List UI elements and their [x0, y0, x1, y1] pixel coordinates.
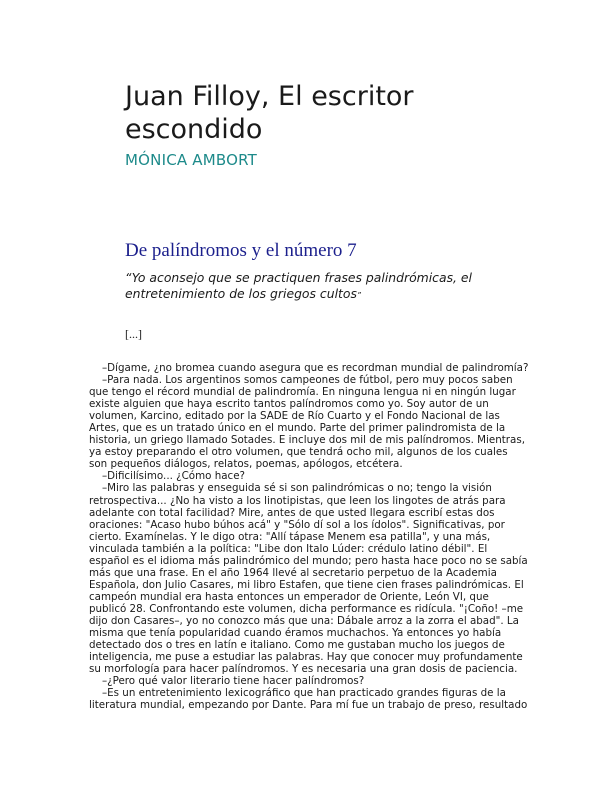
article-title: Juan Filloy, El escritor escondido — [125, 81, 414, 145]
body-paragraph: –Dificilísimo... ¿Cómo hace? — [102, 470, 245, 483]
body-paragraph: –Miro las palabras y enseguida sé si son palindrómicas o no; tengo la visión retrospectiva... ¿No ha visto a los linotipistas, que leen los lingotes de atrás para adelante con total facilidad? Mire, antes de que usted llegara escribí estas dos oraciones: "Acaso hubo búhos acá" y "Sólo dí sol a los ídolos". Significativas, por cierto. Examínelas. Y le digo otra: "Allí tápase Menem esa patilla", y una más, vinculada también a la política: "Libe don Italo Lúder: crédulo latino débil". El español es el idioma más palindrómico del mundo; pero hasta hace poco no se sabía más que una frase. En el año 1964 llevé al secretario perpetuo de la Academia Española, don Julio Casares, mi libro Estafen, que tiene cien frases palindrómicas. El campeón mundial era hasta entonces un emperador de Oriente, León VI, que publicó 28. Confrontando este volumen, dicha performance es ridícula. "¡Coño! –me dijo don Casares–, yo no conozco más que una: Dábale arroz a la zorra el abad". La misma que tenía popularidad cuando éramos muchachos. Ya entonces yo había detectado dos o tres en latín e italiano. Como me gustaban mucho los juegos de inteligencia, me puse a estudiar las palabras. Hay que conocer muy profundamente su morfología para hacer palíndromos. Y es necesaria una gran dosis de paciencia. — [89, 482, 528, 676]
body-paragraph: –Para nada. Los argentinos somos campeones de fútbol, pero muy pocos saben que tengo el récord mundial de palindromía. En ninguna lengua ni en ningún lugar existe alguien que haya escrito tantos palíndromos como yo. Soy autor de un volumen, Karcino, editado por la SADE de Río Cuarto y el Fondo Nacional de las Artes, que es un tratado único en el mundo. Parte del primer palindromista de la historia, un griego llamado Sotades. E incluye dos mil de mis palíndromos. Mientras, ya estoy preparando el otro volumen, que tendrá ocho mil, algunos de los cuales son pequeños diálogos, relatos, poemas, apólogos, etcétera. — [89, 374, 525, 471]
omission-marker: [...] — [125, 327, 142, 341]
section-heading: De palíndromos y el número 7 — [125, 240, 357, 261]
epigraph-text: “Yo aconsejo que se practiquen frases palindrómicas, el entretenimiento de los griegos cultos — [125, 270, 472, 301]
epigraph-quote — [125, 270, 505, 304]
body-paragraph: –Dígame, ¿no bromea cuando asegura que es recordman mundial de palindromía? — [102, 362, 529, 374]
article-author: MÓNICA AMBORT — [125, 151, 258, 169]
epigraph-close-quote: ” — [356, 291, 362, 300]
body-paragraph: –Es un entretenimiento lexicográfico que han practicado grandes figuras de la literatura mundial, empezando por Dante. Para mí fue un trabajo de preso, resultado — [89, 687, 528, 712]
article-body — [89, 362, 529, 711]
body-paragraph: –¿Pero qué valor literario tiene hacer palíndromos? — [102, 675, 365, 688]
